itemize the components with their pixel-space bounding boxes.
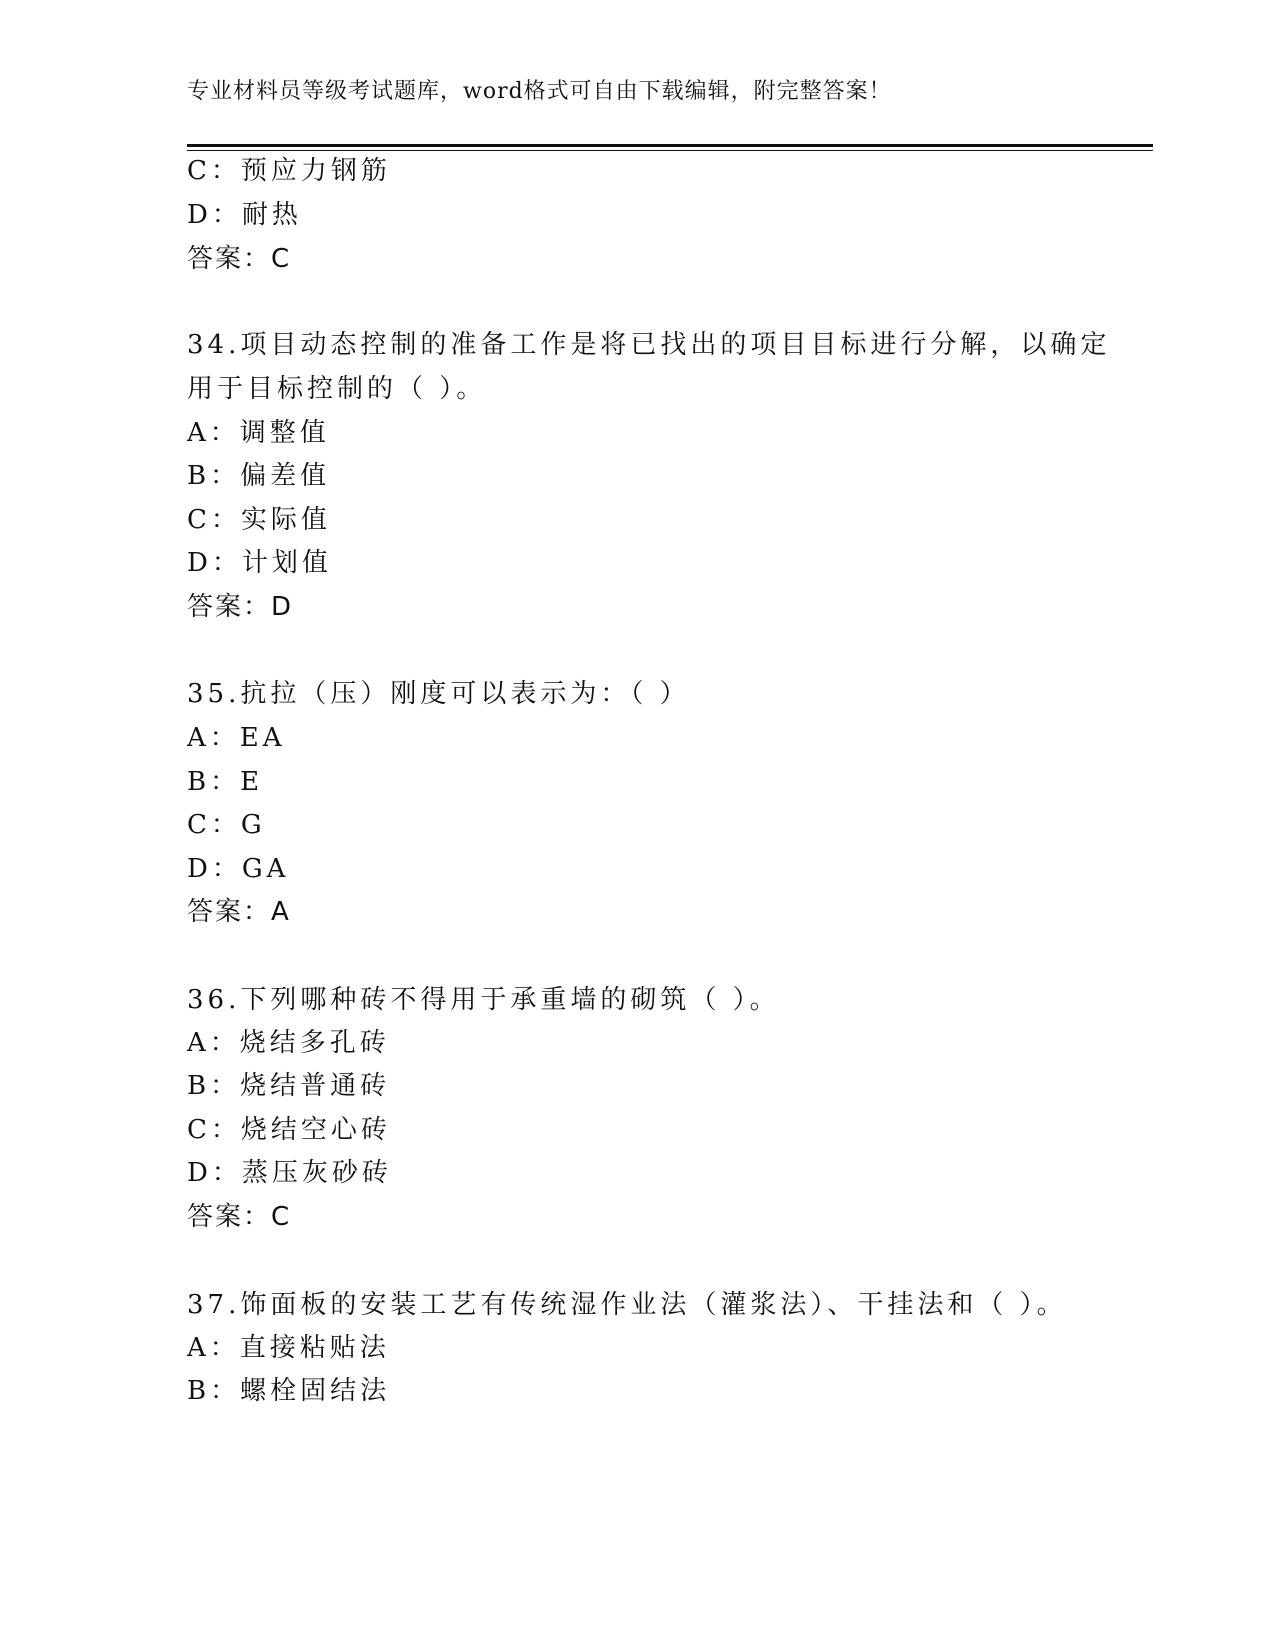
option-text: 实际值	[240, 505, 331, 535]
question-number: 35.	[187, 679, 241, 709]
option-text: 调整值	[239, 418, 330, 448]
question-36-option-d	[187, 1157, 392, 1189]
option-label: A：	[187, 723, 240, 753]
option-label: B：	[187, 461, 241, 491]
option-text: E	[240, 767, 264, 797]
option-label: C：	[187, 810, 241, 840]
option-label: D：	[187, 854, 242, 884]
header-rule-thin	[187, 150, 1153, 151]
carryover-option-c	[187, 155, 391, 187]
carryover-option-d	[187, 199, 302, 231]
option-text: 蒸压灰砂砖	[241, 1158, 392, 1188]
option-text: EA	[239, 723, 286, 753]
question-35-answer: 答案：A	[187, 897, 291, 927]
question-number: 34.	[187, 330, 241, 360]
option-label: C：	[187, 1115, 241, 1145]
option-text: 烧结空心砖	[240, 1115, 391, 1145]
question-34-answer: 答案：D	[187, 592, 294, 622]
question-stem: 项目动态控制的准备工作是将已找出的项目目标进行分解，以确定	[240, 330, 1111, 360]
question-stem: 抗拉（压）刚度可以表示为：（ ）	[240, 679, 690, 709]
option-label: A：	[187, 1333, 240, 1363]
option-text: 耐热	[241, 200, 302, 230]
question-35-option-b	[187, 766, 263, 798]
option-text: 螺栓固结法	[240, 1376, 391, 1406]
question-stem: 饰面板的安装工艺有传统湿作业法（灌浆法）、干挂法和（ ）。	[240, 1290, 1067, 1320]
option-label: C：	[187, 156, 241, 186]
question-37-stem	[187, 1289, 1067, 1321]
question-number: 37.	[187, 1290, 241, 1320]
option-text: G	[240, 810, 266, 840]
question-stem: 下列哪种砖不得用于承重墙的砌筑（ ）。	[240, 985, 780, 1015]
option-text: 预应力钢筋	[240, 156, 391, 186]
option-label: D：	[187, 200, 242, 230]
option-label: D：	[187, 548, 242, 578]
question-34-stem-line-1	[187, 329, 1110, 361]
option-label: B：	[187, 767, 241, 797]
option-text: 烧结普通砖	[240, 1071, 391, 1101]
question-36-stem	[187, 984, 780, 1016]
question-35-option-d	[187, 853, 289, 885]
question-35-stem	[187, 678, 690, 710]
question-37-option-a	[187, 1332, 390, 1364]
option-label: A：	[187, 418, 240, 448]
option-label: B：	[187, 1071, 241, 1101]
question-34-option-d	[187, 547, 332, 579]
option-text: 烧结多孔砖	[239, 1028, 390, 1058]
question-37-option-b	[187, 1375, 390, 1407]
question-36-option-a	[187, 1027, 390, 1059]
question-35-option-c	[187, 809, 266, 841]
question-36-option-b	[187, 1070, 390, 1102]
carryover-answer: 答案：C	[187, 244, 292, 274]
header-rule-thick	[187, 144, 1153, 147]
option-label: C：	[187, 505, 241, 535]
question-34-option-c	[187, 504, 331, 536]
option-label: D：	[187, 1158, 242, 1188]
question-36-answer: 答案：C	[187, 1202, 292, 1232]
page-header: 专业材料员等级考试题库，word格式可自由下载编辑，附完整答案！	[187, 79, 892, 104]
option-text: 偏差值	[240, 461, 331, 491]
option-label: B：	[187, 1376, 241, 1406]
question-36-option-c	[187, 1114, 391, 1146]
option-text: 直接粘贴法	[239, 1333, 390, 1363]
question-35-option-a	[187, 722, 286, 754]
question-34-option-a	[187, 417, 330, 449]
option-label: A：	[187, 1028, 240, 1058]
question-34-stem-line-2: 用于目标控制的（ ）。	[187, 374, 487, 404]
question-34-option-b	[187, 460, 330, 492]
option-text: 计划值	[241, 548, 332, 578]
option-text: GA	[241, 854, 290, 884]
question-number: 36.	[187, 985, 241, 1015]
